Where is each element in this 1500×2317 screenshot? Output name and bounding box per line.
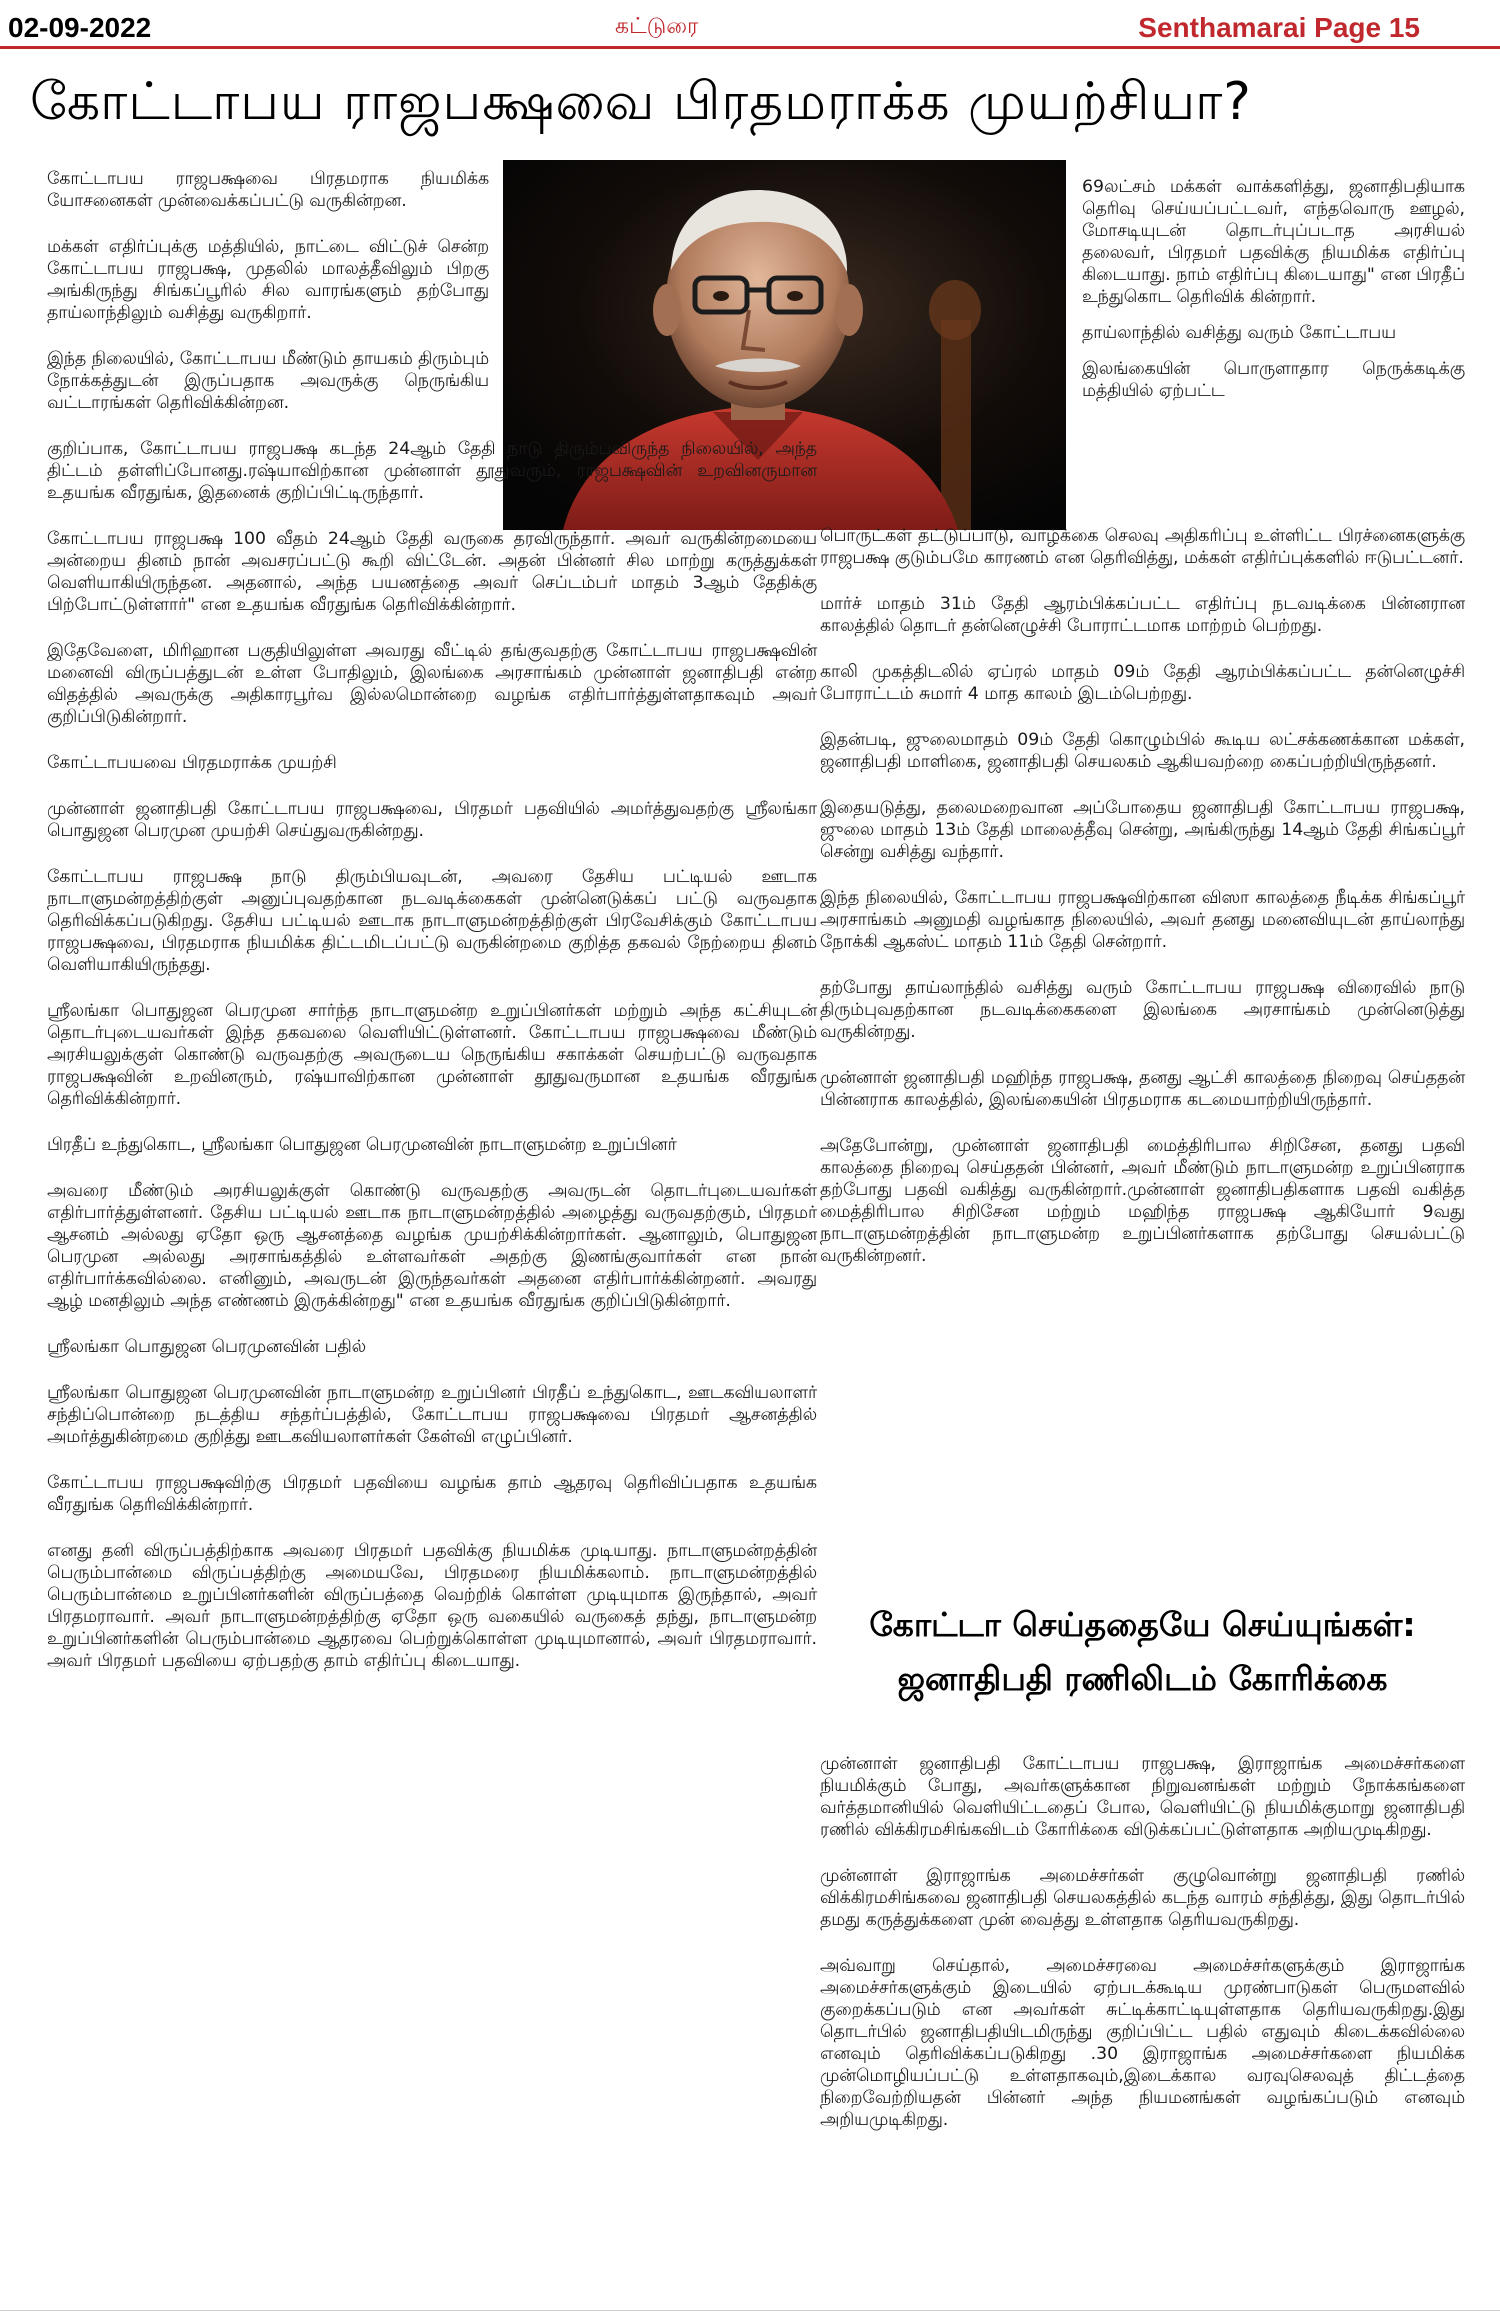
- sub-article-headline: [820, 1598, 1465, 1706]
- paragraph: ஸ்ரீலங்கா பொதுஜன பெரமுன சார்ந்த நாடாளுமன்ற உறுப்பினர்கள் மற்றும் அந்த கட்சியுடன் தொடர்புடையவர்கள் இந்த தகவலை வெளியிட்டுள்ளனர். கோட்டாபய ராஜபக்ஷவை மீண்டும் அரசியலுக்குள் கொண்டு வருவதற்கு அவருடைய நெருங்கிய சகாக்கள் செயற்பட்டு வருவதாக ராஜபக்ஷவின் உறவினரும், ரஷ்யாவிற்கான முன்னாள் தூதுவருமான உதயங்க வீரதுங்க தெரிவிக்கின்றார்.: [47, 1001, 817, 1109]
- page-header: [0, 8, 1500, 44]
- paragraph: மார்ச் மாதம் 31ம் தேதி ஆரம்பிக்கப்பட்ட எதிர்ப்பு நடவடிக்கை பின்னரான காலத்தில் தொடர் தன்னெழுச்சி போராட்டமாக மாற்றம் பெற்றது.: [820, 594, 1465, 636]
- paragraph: இதன்படி, ஜுலைமாதம் 09ம் தேதி கொழும்பில் கூடிய லட்சக்கணக்கான மக்கள், ஜனாதிபதி மாளிகை, ஜனாதிபதி செயலகம் ஆகியவற்றை கைப்பற்றியிருந்தனர்.: [820, 730, 1465, 772]
- paragraph: கோட்டாபய ராஜபக்ஷவிற்கு பிரதமர் பதவியை வழங்க தாம் ஆதரவு தெரிவிப்பதாக உதயங்க வீரதுங்க தெரிவிக்கின்றார்.: [47, 1473, 817, 1515]
- issue-date: 02-09-2022: [8, 12, 152, 43]
- sub-article-body: [820, 1753, 1465, 2155]
- paragraph: இந்த நிலையில், கோட்டாபய மீண்டும் தாயகம் திரும்பும் நோக்கத்துடன் இருப்பதாக அவருக்கு நெருங்கிய வட்டாரங்கள் தெரிவிக்கின்றன.: [47, 349, 489, 413]
- subsection-heading: தாய்லாந்தில் வசித்து வரும் கோட்டாபய: [1082, 323, 1396, 343]
- paragraph: காலி முகத்திடலில் ஏப்ரல் மாதம் 09ம் தேதி ஆரம்பிக்கப்பட்ட தன்னெழுச்சி போராட்டம் சுமார் 4 மாத காலம் இடம்பெற்றது.: [820, 662, 1465, 704]
- paragraph: 69லட்சம் மக்கள் வாக்களித்து, ஜனாதிபதியாக தெரிவு செய்யப்பட்டவர், எந்தவொரு ஊழல், மோசடியுடன் தொடர்புப்படாத அரசியல் தலைவர், பிரதமர் பதவிக்கு நியமிக்க எதிர்ப்பு கிடையாது. நாம் எதிர்ப்பு கிடையாது" என பிரதீப் உந்துகொட தெரிவிக் கின்றார்.: [1082, 177, 1465, 307]
- paragraph: முன்னாள் ஜனாதிபதி கோட்டாபய ராஜபக்ஷ, இராஜாங்க அமைச்சர்களை நியமிக்கும் போது, அவர்களுக்கான நிறுவனங்கள் மற்றும் நோக்கங்களை வர்த்தமானியில் வெளியிட்டதைப் போல, வெளியிட்டு நியமிக்குமாறு ஜனாதிபதி ரணில் விக்கிரமசிங்கவிடம் கோரிக்கை விடுக்கப்பட்டுள்ளதாக அறியமுடிகிறது.: [820, 1754, 1465, 1840]
- paragraph: முன்னாள் ஜனாதிபதி மஹிந்த ராஜபக்ஷ, தனது ஆட்சி காலத்தை நிறைவு செய்ததன் பின்னராக காலத்தில், இலங்கையின் பிரதமராக கடமையாற்றியிருந்தார்.: [820, 1068, 1465, 1110]
- paragraph: இதேவேளை, மிரிஹான பகுதியிலுள்ள அவரது வீட்டில் தங்குவதற்கு கோட்டாபய ராஜபக்ஷவின் மனைவி விருப்பத்துடன் உள்ள போதிலும், இலங்கை அரசாங்கம் முன்னாள் ஜனாதிபதி என்ற விதத்தில் அவருக்கு அதிகாரபூர்வ இல்லமொன்றை வழங்க எதிர்பார்த்துள்ளதாகவும் அவர் குறிப்பிடுகின்றார்.: [47, 641, 817, 727]
- paragraph: அதேபோன்று, முன்னாள் ஜனாதிபதி மைத்திரிபால சிறிசேன, தனது பதவி காலத்தை நிறைவு செய்ததன் பின்னர், அவர் மீண்டும் நாடாளுமன்ற உறுப்பினராக தற்போது பதவி வகித்து வருகின்றார்.முன்னாள் ஜனாதிபதிகளாக பதவி வகித்த மைத்திரிபால சிறிசேன மற்றும் மஹிந்த ராஜபக்ஷ ஆகியோர் 9வது நாடாளுமன்றத்தின் நாடாளுமன்ற உறுப்பினர்களாக தற்போது செயல்பட்டு வருகின்றனர்.: [820, 1136, 1465, 1266]
- left-column: [47, 168, 817, 1696]
- page-bottom-rule: [0, 2310, 1500, 2311]
- subsection-heading: பிரதீப் உந்துகொட, ஸ்ரீலங்கா பொதுஜன பெரமுனவின் நாடாளுமன்ற உறுப்பினர்: [47, 1135, 677, 1155]
- page-number: Senthamarai Page 15: [1138, 12, 1420, 43]
- paragraph: இந்த நிலையில், கோட்டாபய ராஜபக்ஷவிற்கான விஸா காலத்தை நீடிக்க சிங்கப்பூர் அரசாங்கம் அனுமதி வழங்காத நிலையில், அவர் தனது மனைவியுடன் தாய்லாந்து நோக்கி ஆகஸ்ட் மாதம் 11ம் தேதி சென்றார்.: [820, 888, 1465, 952]
- paragraph: ஸ்ரீலங்கா பொதுஜன பெரமுனவின் நாடாளுமன்ற உறுப்பினர் பிரதீப் உந்துகொட, ஊடகவியலாளர் சந்திப்பொன்றை நடத்திய சந்தர்ப்பத்தில், கோட்டாபய ராஜபக்ஷவை பிரதமர் ஆசனத்தில் அமர்த்துகின்றமை குறித்து ஊடகவியலாளர்கள் கேள்வி எழுப்பினர்.: [47, 1383, 817, 1447]
- page-title: கோட்டாபய ராஜபக்ஷவை பிரதமராக்க முயற்சியா?: [30, 72, 1252, 132]
- subsection-heading: கோட்டாபயவை பிரதமராக்க முயற்சி: [47, 753, 337, 773]
- paragraph: பொருட்கள் தட்டுப்பாடு, வாழ்க்கை செலவு அதிகரிப்பு உள்ளிட்ட பிரச்னைகளுக்கு ராஜபக்ஷ குடும்பமே காரணம் என தெரிவித்து, மக்கள் எதிர்ப்புக்களில் ஈடுபட்டனர்.: [820, 526, 1465, 568]
- paragraph: கோட்டாபய ராஜபக்ஷ 100 வீதம் 24ஆம் தேதி வருகை தரவிருந்தார். அவர் வருகின்றமையை அன்றைய தினம் நான் அவசரப்பட்டு கூறி விட்டேன். அதன் பின்னர் சில மாற்று கருத்துக்கள் வெளியாகியிருந்தன. அதனால், அந்த பயணத்தை அவர் செப்டம்பர் மாதம் 3ஆம் தேதிக்கு பிற்போட்டுள்ளார்" என உதயங்க வீரதுங்க தெரிவிக்கின்றார்.: [47, 529, 817, 615]
- paragraph: எனது தனி விருப்பத்திற்காக அவரை பிரதமர் பதவிக்கு நியமிக்க முடியாது. நாடாளுமன்றத்தின் பெரும்பான்மை விருப்பத்திற்கு அமையவே, பிரதமரை நியமிக்கலாம். நாடாளுமன்றத்தில் பெரும்பான்மை உறுப்பினர்களின் விருப்பத்தை வெற்றிக் கொள்ள முடியுமாக இருந்தால், அவர் பிரதமராவார். அவர் நாடாளுமன்றத்திற்கு ஏதோ ஒரு வகையில் வருகைத் தந்து, நாடாளுமன்ற உறுப்பினர்களின் பெரும்பான்மை ஆதரவை பெற்றுக்கொள்ள முடியுமானால், அவர் பிரதமராவார். அவர் பிரதமர் பதவியை ஏற்பதற்கு தாம் எதிர்ப்பு கிடையாது.: [47, 1541, 817, 1671]
- paragraph: முன்னாள் இராஜாங்க அமைச்சர்கள் குழுவொன்று ஜனாதிபதி ரணில் விக்கிரமசிங்கவை ஜனாதிபதி செயலகத்தில் கடந்த வாரம் சந்தித்து, இது தொடர்பில் தமது கருத்துக்களை முன் வைத்து உள்ளதாக தெரியவருகிறது.: [820, 1866, 1465, 1930]
- subsection-heading: ஸ்ரீலங்கா பொதுஜன பெரமுனவின் பதில்: [47, 1337, 366, 1357]
- paragraph: மக்கள் எதிர்ப்புக்கு மத்தியில், நாட்டை விட்டுச் சென்ற கோட்டாபய ராஜபக்ஷ, முதலில் மாலத்தீவிலும் பிறகு அங்கிருந்து சிங்கப்பூரில் சில வாரங்களும் தற்போது தாய்லாந்திலும் வசித்து வருகிறார்.: [47, 237, 489, 323]
- right-column: [820, 525, 1465, 1291]
- paragraph: குறிப்பாக, கோட்டாபய ராஜபக்ஷ கடந்த 24ஆம் தேதி நாடு திரும்பவிருந்த நிலையில், அந்த திட்டம் தள்ளிப்போனது.ரஷ்யாவிற்கான முன்னாள் தூதுவரும், ராஜபக்ஷவின் உறவினருமான உதயங்க வீரதுங்க, இதனைக் குறிப்பிட்டிருந்தார்.: [47, 439, 817, 503]
- paragraph: அவ்வாறு செய்தால், அமைச்சரவை அமைச்சர்களுக்கும் இராஜாங்க அமைச்சர்களுக்கும் இடையில் ஏற்படக்கூடிய முரண்பாடுகள் பெருமளவில் குறைக்கப்படும் என அவர்கள் சுட்டிக்காட்டியுள்ளதாக தெரியவருகிறது.இது தொடர்பில் ஜனாதிபதியிடமிருந்து குறிப்பிட்ட பதில் எதுவும் கிடைக்கவில்லை எனவும் தெரிவிக்கப்படுகிறது .30 இராஜாங்க அமைச்சர்களை நியமிக்க முன்மொழியப்பட்டு உள்ளதாகவும்,இடைக்கால வரவுசெலவுத் திட்டத்தை நிறைவேற்றியதன் பின்னர் அந்த நியமனங்கள் வழங்கப்படும் எனவும் அறியமுடிகிறது.: [820, 1956, 1465, 2130]
- section-label: கட்டுரை: [615, 14, 699, 39]
- paragraph: இலங்கையின் பொருளாதார நெருக்கடிக்கு மத்தியில் ஏற்பட்ட: [1082, 359, 1465, 401]
- sub-headline-line-2: ஜனாதிபதி ரணிலிடம் கோரிக்கை: [897, 1659, 1388, 1698]
- sub-headline-line-1: கோட்டா செய்ததையே செய்யுங்கள்:: [869, 1605, 1416, 1644]
- header-rule: [0, 46, 1500, 49]
- paragraph: இதையடுத்து, தலைமறைவான அப்போதைய ஜனாதிபதி கோட்டாபய ராஜபக்ஷ, ஜுலை மாதம் 13ம் தேதி மாலைத்தீவு சென்று, அங்கிருந்து 14ஆம் தேதி சிங்கப்பூர் சென்று வசித்து வந்தார்.: [820, 798, 1465, 862]
- paragraph: கோட்டாபய ராஜபக்ஷவை பிரதமராக நியமிக்க யோசனைகள் முன்வைக்கப்பட்டு வருகின்றன.: [47, 169, 489, 211]
- paragraph: முன்னாள் ஜனாதிபதி கோட்டாபய ராஜபக்ஷவை, பிரதமர் பதவியில் அமர்த்துவதற்கு ஸ்ரீலங்கா பொதுஜன பெரமுன முயற்சி செய்துவருகின்றது.: [47, 799, 817, 841]
- paragraph: கோட்டாபய ராஜபக்ஷ நாடு திரும்பியவுடன், அவரை தேசிய பட்டியல் ஊடாக நாடாளுமன்றத்திற்குள் அனுப்புவதற்கான நடவடிக்கைகள் முன்னெடுக்கப் பட்டு வருவதாக தெரிவிக்கப்படுகிறது. தேசிய பட்டியல் ஊடாக நாடாளுமன்றத்திற்குள் பிரவேசிக்கும் கோட்டாபய ராஜபக்ஷவை, பிரதமராக நியமிக்க திட்டமிடப்பட்டு வருகின்றமை குறித்த தகவல் நேற்றைய தினம் வெளியாகியிருந்தது.: [47, 867, 817, 975]
- right-column-top: [1082, 176, 1465, 416]
- paragraph: அவரை மீண்டும் அரசியலுக்குள் கொண்டு வருவதற்கு அவருடன் தொடர்புடையவர்கள் எதிர்பார்த்துள்ளனர். தேசிய பட்டியல் ஊடாக நாடாளுமன்றத்தில் அழைத்து வருவதற்கும், பிரதமர் ஆசனம் அல்லது ஏதோ ஒரு ஆசனத்தை வழங்க முயற்சிக்கின்றார்கள். ஆனாலும், பொதுஜன பெரமுன அல்லது அரசாங்கத்தில் உள்ளவர்கள் அதற்கு இணங்குவார்கள் என நான் எதிர்பார்க்கவில்லை. எனினும், அவருடன் இருந்தவர்கள் அதனை எதிர்பார்க்கின்றனர். அவரது ஆழ் மனதிலும் அந்த எண்ணம் இருக்கின்றது" என உதயங்க வீரதுங்க குறிப்பிடுகின்றார்.: [47, 1181, 817, 1311]
- paragraph: தற்போது தாய்லாந்தில் வசித்து வரும் கோட்டாபய ராஜபக்ஷ விரைவில் நாடு திரும்புவதற்கான நடவடிக்கைகளை இலங்கை அரசாங்கம் முன்னெடுத்து வருகின்றது.: [820, 978, 1465, 1042]
